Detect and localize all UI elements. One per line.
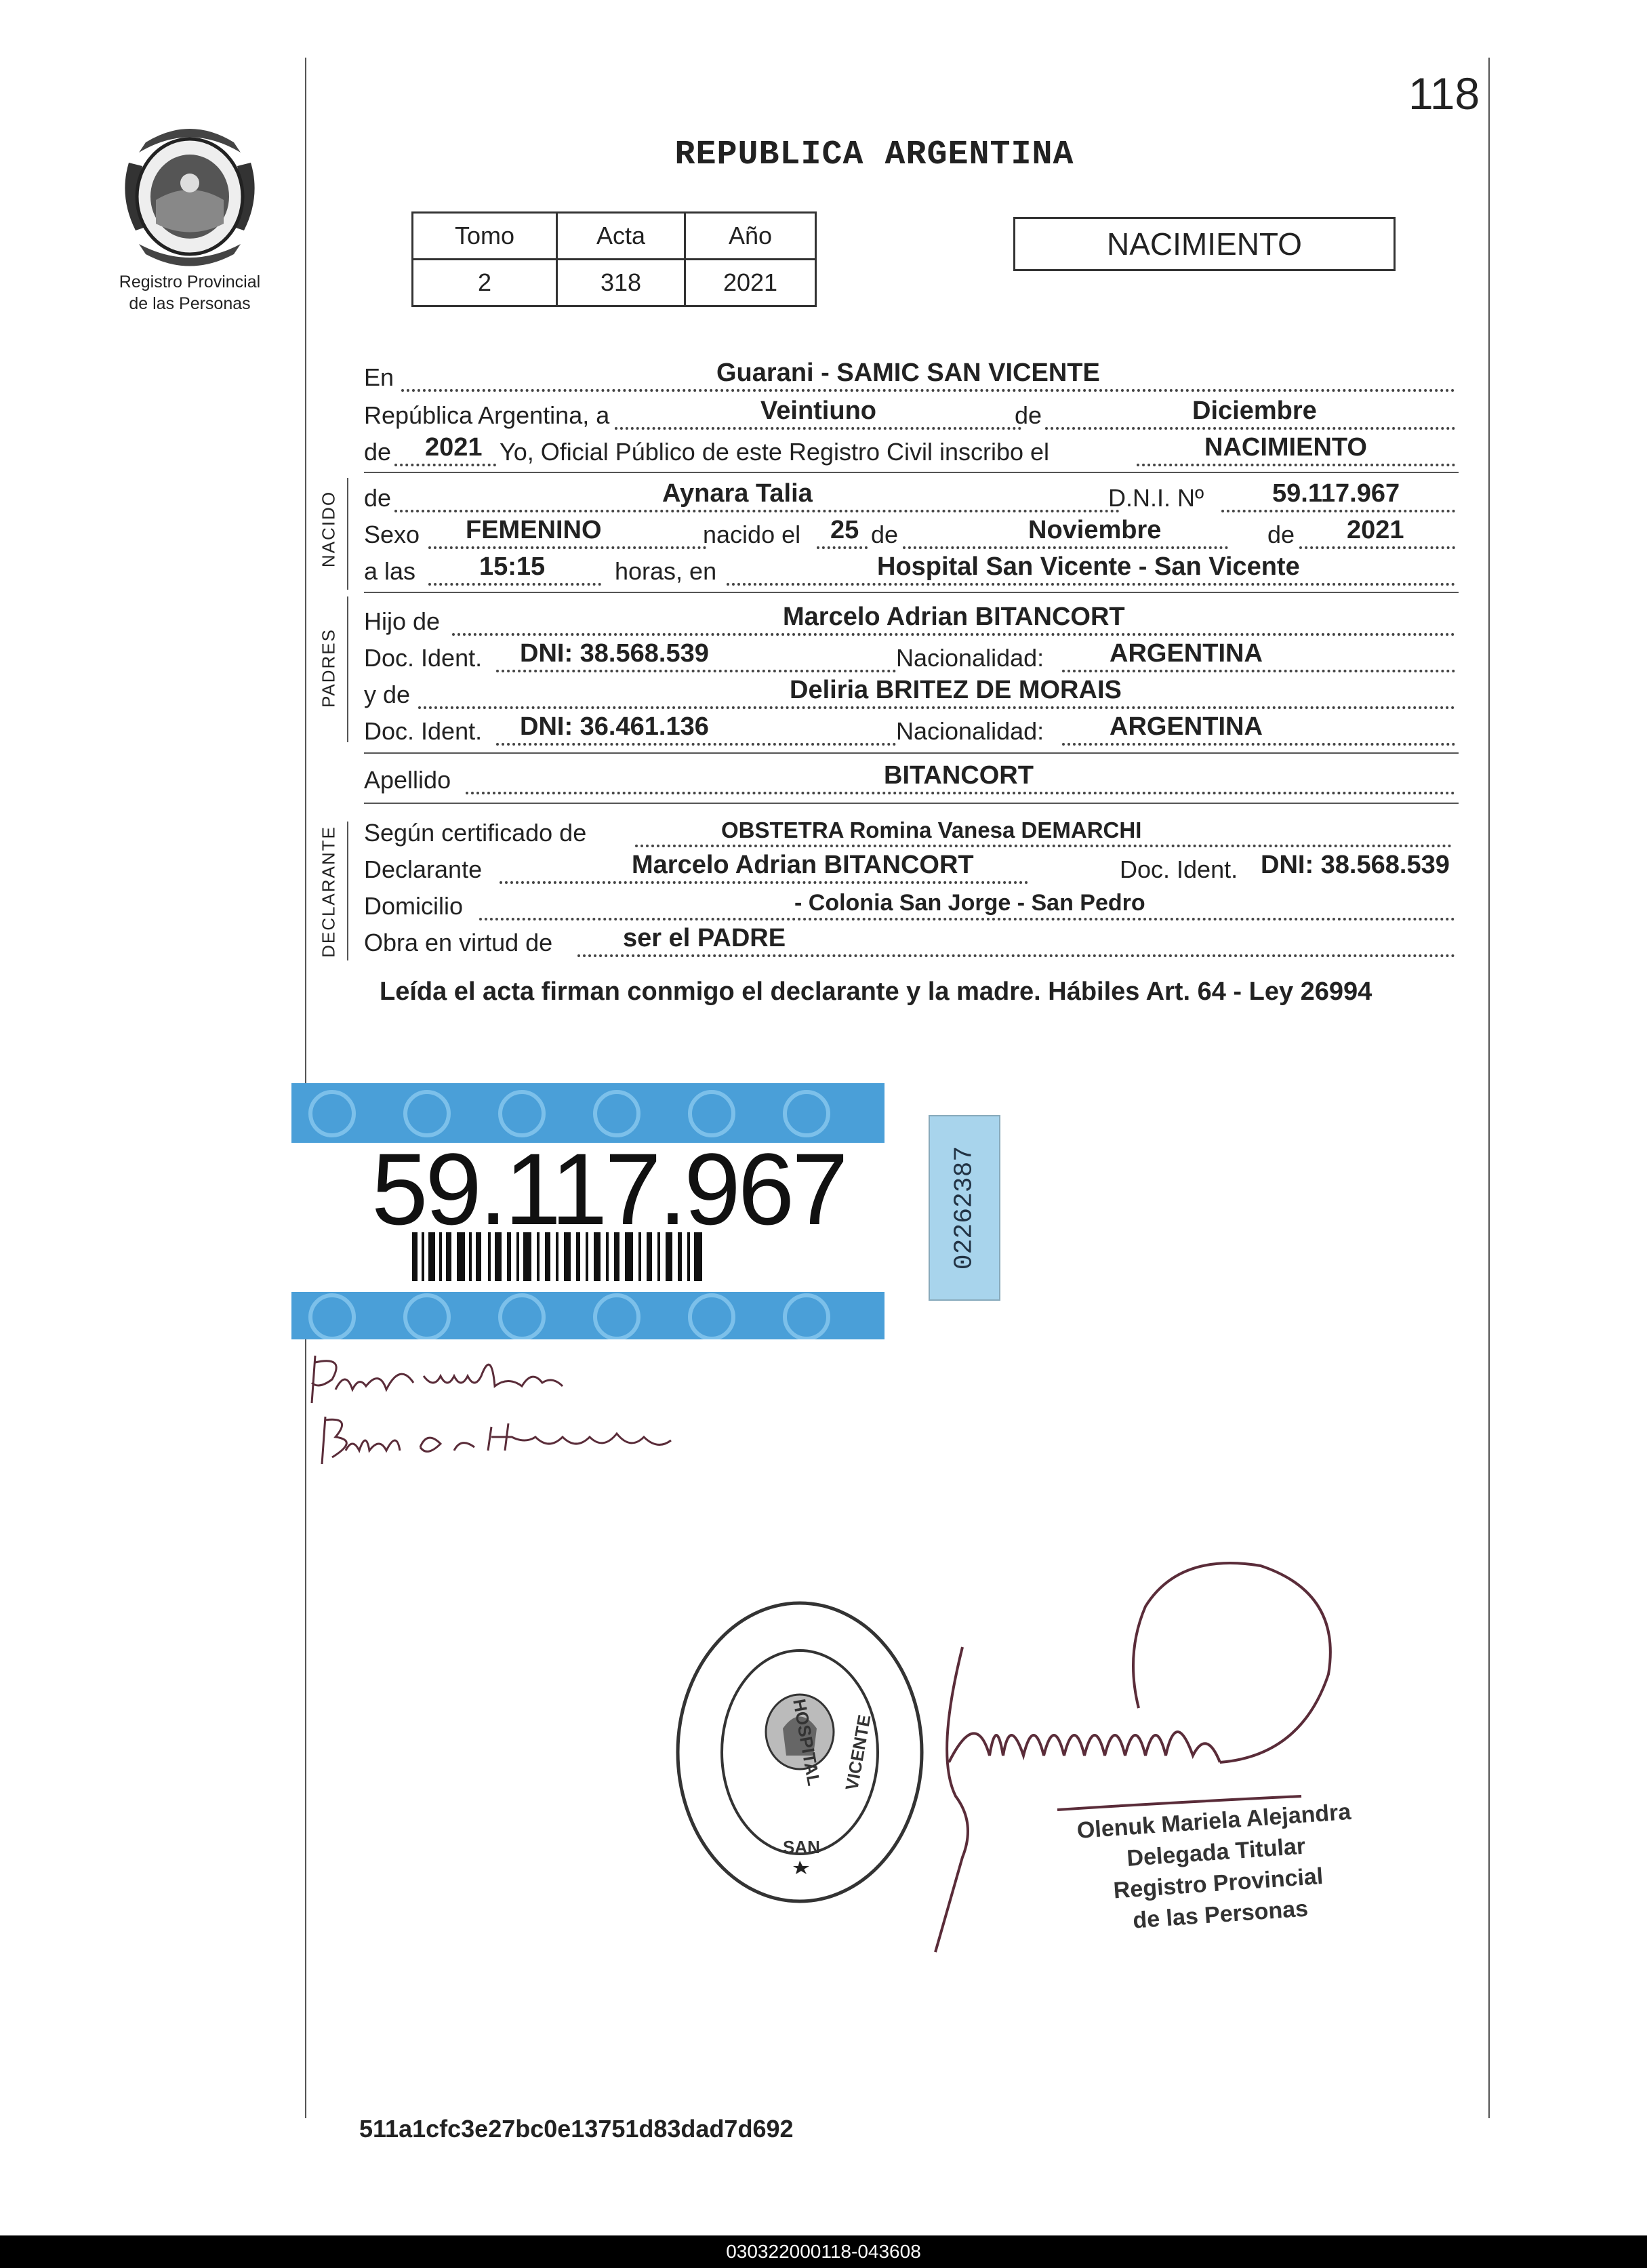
official-name: Olenuk Mariela Alejandra xyxy=(1076,1798,1352,1844)
stamp-inner-bottom: SAN xyxy=(783,1837,820,1857)
official-title: Delegada Titular xyxy=(1126,1833,1307,1871)
row-sexo xyxy=(364,517,1459,553)
logo-caption-line1: Registro Provincial xyxy=(119,272,261,291)
value-birth-year: 2021 xyxy=(1347,516,1404,544)
value-day: Veintiuno xyxy=(760,397,876,425)
label-republica: República Argentina, a xyxy=(364,401,610,429)
declarante-bracket xyxy=(347,822,348,960)
divider-1 xyxy=(364,472,1459,473)
label-domicilio: Domicilio xyxy=(364,892,464,920)
value-place: Guarani - SAMIC SAN VICENTE xyxy=(716,359,1100,387)
value-acta: 318 xyxy=(557,260,685,306)
value-mother: Deliria BRITEZ DE MORAIS xyxy=(790,676,1122,704)
padres-bracket xyxy=(347,596,348,742)
row-hora xyxy=(364,553,1459,590)
value-father: Marcelo Adrian BITANCORT xyxy=(783,603,1125,631)
value-birth-day: 25 xyxy=(830,516,859,544)
label-de4: de xyxy=(871,521,899,548)
value-year: 2021 xyxy=(425,433,483,462)
divider-2 xyxy=(364,592,1459,593)
value-certificate: OBSTETRA Romina Vanesa DEMARCHI xyxy=(721,817,1142,843)
header-acta: Acta xyxy=(557,213,685,260)
label-oficial: Yo, Oficial Público de este Registro Civil inscribo el xyxy=(500,438,1050,466)
label-dni: D.N.I. Nº xyxy=(1108,484,1204,512)
label-yde: y de xyxy=(364,681,411,708)
right-margin-line xyxy=(1488,58,1490,2118)
row-hijo xyxy=(364,603,1459,640)
divider-3 xyxy=(364,752,1459,754)
row-en xyxy=(364,359,1459,396)
value-reason: ser el PADRE xyxy=(623,924,786,952)
label-horas: horas, en xyxy=(615,557,717,585)
handwritten-signatures xyxy=(305,1349,685,1464)
value-dni: 59.117.967 xyxy=(1272,479,1400,508)
section-declarante: DECLARANTE xyxy=(318,826,339,958)
row-nombre xyxy=(364,480,1459,517)
sticker-dni-number: 59.117.967 xyxy=(371,1132,846,1246)
value-father-doc: DNI: 38.568.539 xyxy=(520,639,709,668)
label-alas: a las xyxy=(364,557,416,585)
official-registry: Registro Provincial xyxy=(1112,1863,1324,1904)
value-address: - Colonia San Jorge - San Pedro xyxy=(794,890,1145,916)
label-declarante: Declarante xyxy=(364,855,483,883)
row-oficial xyxy=(364,434,1459,470)
value-tomo: 2 xyxy=(413,260,557,306)
stamp-inner-right: VICENTE xyxy=(841,1713,875,1792)
label-sexo: Sexo xyxy=(364,521,420,548)
value-mother-doc: DNI: 36.461.136 xyxy=(520,712,709,741)
label-apellido: Apellido xyxy=(364,766,451,794)
value-sex: FEMENINO xyxy=(466,516,602,544)
label-docident: Doc. Ident. xyxy=(364,644,483,672)
value-declarant-doc: DNI: 38.568.539 xyxy=(1261,851,1450,879)
label-de3: de xyxy=(364,484,392,512)
row-obra xyxy=(364,925,1459,961)
label-nacionalidad2: Nacionalidad: xyxy=(896,717,1044,745)
label-docident3: Doc. Ident. xyxy=(1120,855,1238,883)
document-title: REPUBLICA ARGENTINA xyxy=(674,136,1074,174)
label-de: de xyxy=(1015,401,1042,429)
registry-stamp xyxy=(671,1596,929,1908)
serial-number: 02262387 xyxy=(950,1146,979,1270)
value-surname: BITANCORT xyxy=(884,761,1034,790)
official-registry2: de las Personas xyxy=(1132,1895,1309,1934)
row-republica xyxy=(364,397,1459,434)
value-anio: 2021 xyxy=(685,260,816,306)
parents-signatures xyxy=(305,1349,685,1464)
label-certificado: Según certificado de xyxy=(364,819,587,847)
value-birth-month: Noviembre xyxy=(1028,516,1162,544)
row-madre-doc xyxy=(364,713,1459,750)
value-mother-nationality: ARGENTINA xyxy=(1110,712,1263,741)
header-anio: Año xyxy=(685,213,816,260)
label-hijo: Hijo de xyxy=(364,607,441,635)
value-time: 15:15 xyxy=(479,552,546,581)
value-month: Diciembre xyxy=(1192,397,1317,425)
label-docident2: Doc. Ident. xyxy=(364,717,483,745)
serial-tag xyxy=(929,1115,1000,1301)
nacido-bracket xyxy=(347,478,348,590)
label-de5: de xyxy=(1267,521,1295,548)
value-name: Aynara Talia xyxy=(662,479,813,508)
header-tomo: Tomo xyxy=(413,213,557,260)
row-declarante xyxy=(364,851,1459,888)
value-father-nationality: ARGENTINA xyxy=(1110,639,1263,668)
footer-code: 030322000118-043608 xyxy=(726,2241,921,2262)
label-de2: de xyxy=(364,438,392,466)
label-obra: Obra en virtud de xyxy=(364,929,553,956)
record-type-box: NACIMIENTO xyxy=(1013,217,1396,271)
footer-bar xyxy=(0,2235,1647,2268)
stamp-inner-left: HOSPITAL xyxy=(789,1697,825,1787)
label-nacionalidad: Nacionalidad: xyxy=(896,644,1044,672)
section-nacido: NACIDO xyxy=(318,490,339,568)
value-inscribo: NACIMIENTO xyxy=(1204,433,1367,462)
row-yde xyxy=(364,676,1459,713)
label-nacido: nacido el xyxy=(703,521,801,548)
record-table xyxy=(411,211,817,307)
value-birthplace: Hospital San Vicente - San Vicente xyxy=(877,552,1300,581)
label-en: En xyxy=(364,363,394,391)
value-declarant: Marcelo Adrian BITANCORT xyxy=(632,851,974,879)
dni-sticker xyxy=(291,1083,884,1339)
row-domicilio xyxy=(364,888,1459,925)
row-certificado xyxy=(364,815,1459,851)
closing-text: Leída el acta firman conmigo el declarante y la madre. Hábiles Art. 64 - Ley 26994 xyxy=(380,977,1372,1006)
section-padres: PADRES xyxy=(318,628,339,708)
row-padre-doc xyxy=(364,640,1459,676)
row-apellido xyxy=(364,762,1459,798)
official-stamp-text xyxy=(1057,1795,1377,1941)
page-number: 118 xyxy=(1408,68,1480,119)
logo-caption-line2: de las Personas xyxy=(129,294,251,313)
divider-4 xyxy=(364,803,1459,804)
document-hash: 511a1cfc3e27bc0e13751d83dad7d692 xyxy=(359,2115,794,2143)
